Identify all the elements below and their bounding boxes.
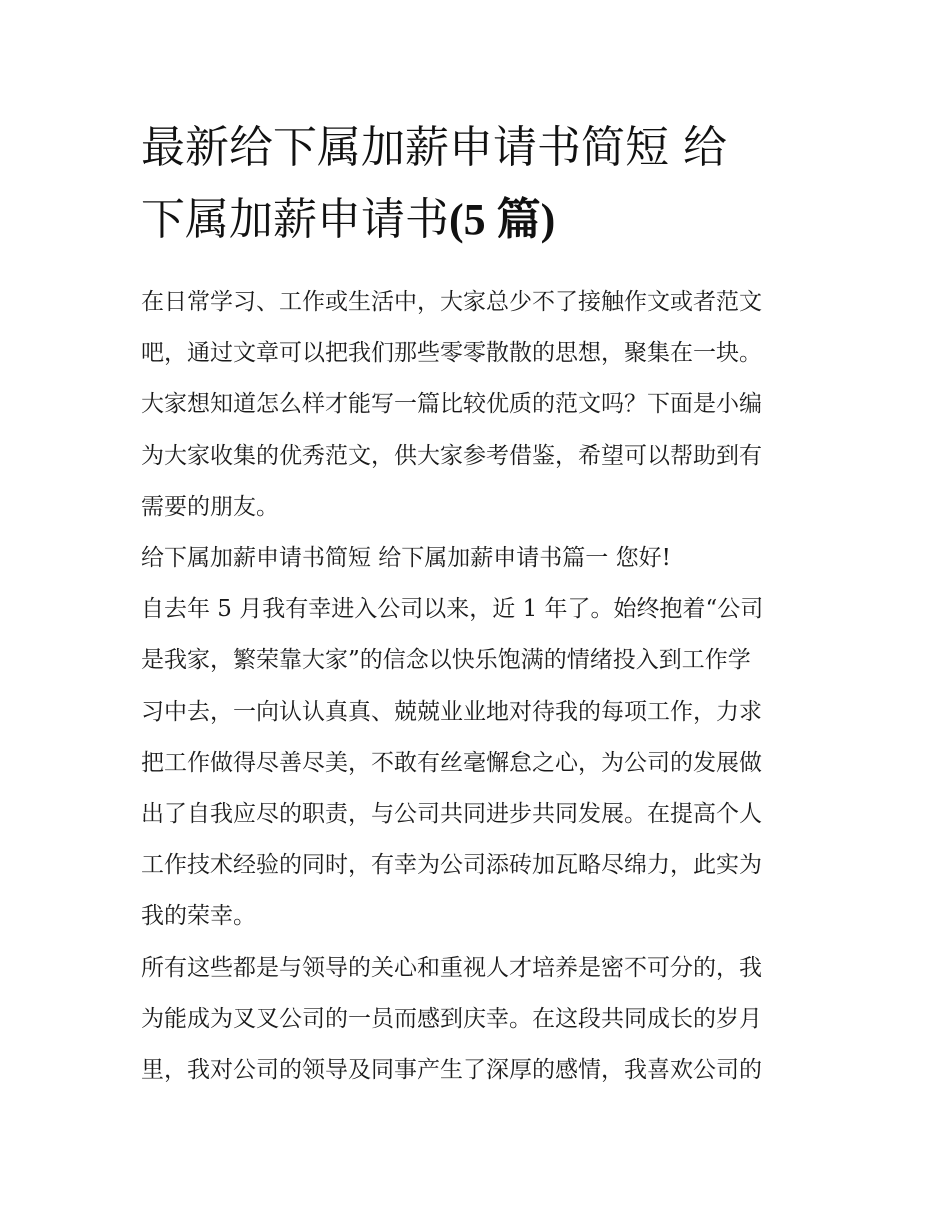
text-line: 出了自我应尽的职责，与公司共同进步共同发展。在提高个人 bbox=[141, 801, 762, 828]
paragraph-intro bbox=[141, 277, 831, 533]
text-line: 需要的朋友。 bbox=[141, 493, 279, 520]
paragraph-body-1 bbox=[141, 584, 831, 942]
title-count: (5 篇) bbox=[449, 195, 556, 244]
title-line-1: 最新给下属加薪申请书简短 给 bbox=[141, 122, 727, 173]
document-body bbox=[141, 277, 831, 1096]
paragraph-section-heading bbox=[141, 533, 831, 584]
text-line: 习中去，一向认认真真、兢兢业业地对待我的每项工作，力求 bbox=[141, 698, 762, 725]
text-line: 我的荣幸。 bbox=[141, 903, 256, 930]
text-line: 自去年 5 月我有幸进入公司以来，近 1 年了。始终抱着“公司 bbox=[141, 596, 764, 623]
text-line: 为大家收集的优秀范文，供大家参考借鉴，希望可以帮助到有 bbox=[141, 442, 762, 469]
text-line: 在日常学习、工作或生活中，大家总少不了接触作文或者范文 bbox=[141, 289, 762, 315]
title-line-2 bbox=[141, 184, 821, 256]
text-line: 为能成为叉叉公司的一员而感到庆幸。在这段共同成长的岁月 bbox=[141, 1005, 762, 1032]
text-line: 大家想知道怎么样才能写一篇比较优质的范文吗？下面是小编 bbox=[141, 391, 762, 418]
text-line: 把工作做得尽善尽美，不敢有丝毫懈怠之心，为公司的发展做 bbox=[141, 749, 762, 776]
document-title bbox=[141, 112, 821, 256]
text-line: 所有这些都是与领导的关心和重视人才培养是密不可分的，我 bbox=[141, 954, 762, 981]
text-line: 里，我对公司的领导及同事产生了深厚的感情，我喜欢公司的 bbox=[141, 1057, 762, 1084]
text-line: 吧，通过文章可以把我们那些零零散散的思想，聚集在一块。 bbox=[141, 340, 762, 367]
title-line-2-text: 下属加薪申请书 bbox=[141, 194, 449, 245]
paragraph-body-2 bbox=[141, 943, 831, 1097]
text-line: 给下属加薪申请书简短 给下属加薪申请书篇一 您好! bbox=[141, 545, 671, 572]
text-line: 工作技术经验的同时，有幸为公司添砖加瓦略尽绵力，此实为 bbox=[141, 852, 762, 879]
text-line: 是我家，繁荣靠大家”的信念以快乐饱满的情绪投入到工作学 bbox=[141, 647, 751, 674]
